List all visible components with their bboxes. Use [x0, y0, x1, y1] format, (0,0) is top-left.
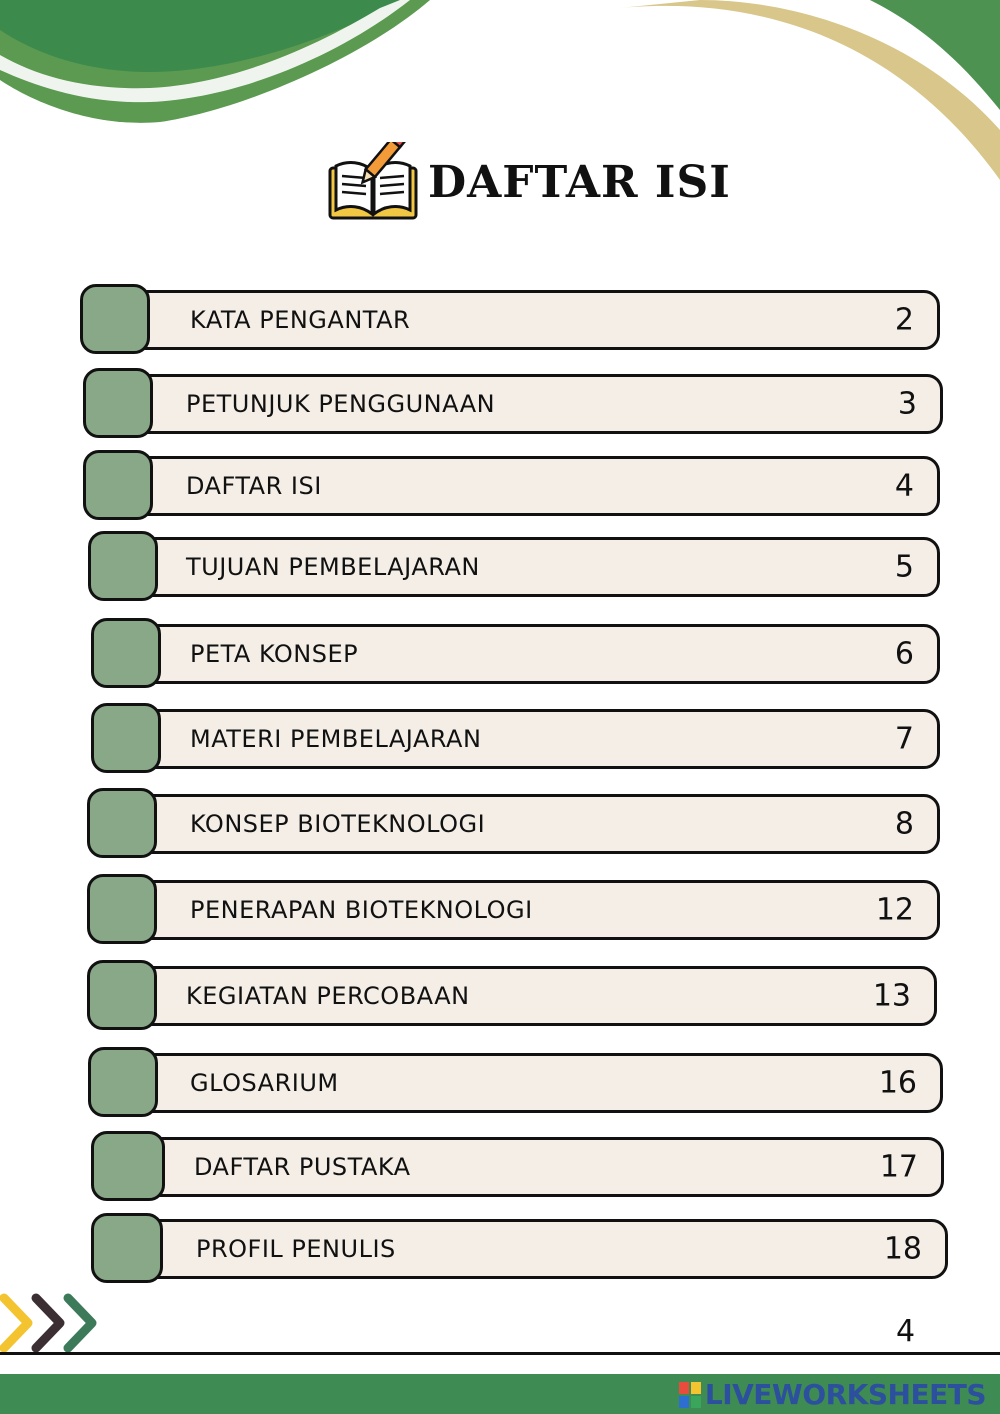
toc-label: MATERI PEMBELAJARAN: [190, 725, 482, 753]
toc-tab-marker: [80, 284, 150, 354]
toc-page-number: 17: [879, 1149, 918, 1185]
toc-row[interactable]: [91, 1219, 948, 1279]
toc-page-number: 16: [878, 1065, 917, 1101]
toc-tab-marker: [87, 788, 157, 858]
toc-label: KATA PENGANTAR: [190, 306, 411, 334]
toc-tab-marker: [91, 618, 161, 688]
liveworksheets-brand: LIVEWORKSHEETS: [704, 1378, 986, 1411]
toc-row[interactable]: [91, 709, 940, 769]
toc-label: DAFTAR ISI: [186, 472, 322, 500]
book-pencil-icon: [328, 142, 418, 222]
toc-page-number: 18: [883, 1231, 922, 1267]
toc-label: TUJUAN PEMBELAJARAN: [186, 553, 480, 581]
toc-page-number: 3: [897, 386, 917, 422]
toc-row[interactable]: [88, 537, 940, 597]
toc-label: PENERAPAN BIOTEKNOLOGI: [190, 896, 533, 924]
toc-tab-marker: [87, 874, 157, 944]
toc-label: KEGIATAN PERCOBAAN: [186, 982, 470, 1010]
liveworksheets-logo: [679, 1378, 986, 1411]
toc-tab-marker: [91, 703, 161, 773]
toc-page-number: 8: [894, 806, 914, 842]
toc-page-number: 12: [875, 892, 914, 928]
toc-tab-marker: [88, 531, 158, 601]
toc-tab-marker: [88, 1047, 158, 1117]
toc-tab-marker: [83, 368, 153, 438]
footer-page-number: 4: [896, 1314, 916, 1349]
toc-page-number: 7: [894, 721, 914, 757]
toc-tab-marker: [87, 960, 157, 1030]
toc-page-number: 6: [894, 636, 914, 672]
toc-label: DAFTAR PUSTAKA: [194, 1153, 411, 1181]
toc-row[interactable]: [87, 966, 937, 1026]
toc-label: PETUNJUK PENGGUNAAN: [186, 390, 496, 418]
toc-row[interactable]: [91, 624, 940, 684]
toc-tab-marker: [91, 1213, 163, 1283]
toc-row[interactable]: [83, 374, 943, 434]
toc-row[interactable]: [88, 1053, 943, 1113]
toc-label: PETA KONSEP: [190, 640, 359, 668]
toc-tab-marker: [91, 1131, 165, 1201]
toc-row[interactable]: [87, 794, 940, 854]
chevron-right-decoration-icon: [0, 1292, 110, 1354]
title-block: [328, 142, 731, 222]
toc-page-number: 4: [894, 468, 914, 504]
toc-label: GLOSARIUM: [190, 1069, 339, 1097]
toc-tab-marker: [83, 450, 153, 520]
toc-page-number: 2: [894, 302, 914, 338]
toc-row[interactable]: [87, 880, 940, 940]
toc-page-number: 13: [872, 978, 911, 1014]
liveworksheets-grid-icon: [679, 1382, 701, 1408]
toc-row[interactable]: [91, 1137, 944, 1197]
toc-row[interactable]: [80, 290, 940, 350]
page-title: DAFTAR ISI: [428, 156, 731, 208]
footer-divider: [0, 1352, 1000, 1355]
toc-page-number: 5: [894, 549, 914, 585]
toc-label: PROFIL PENULIS: [196, 1235, 396, 1263]
toc-label: KONSEP BIOTEKNOLOGI: [190, 810, 486, 838]
toc-row[interactable]: [83, 456, 940, 516]
